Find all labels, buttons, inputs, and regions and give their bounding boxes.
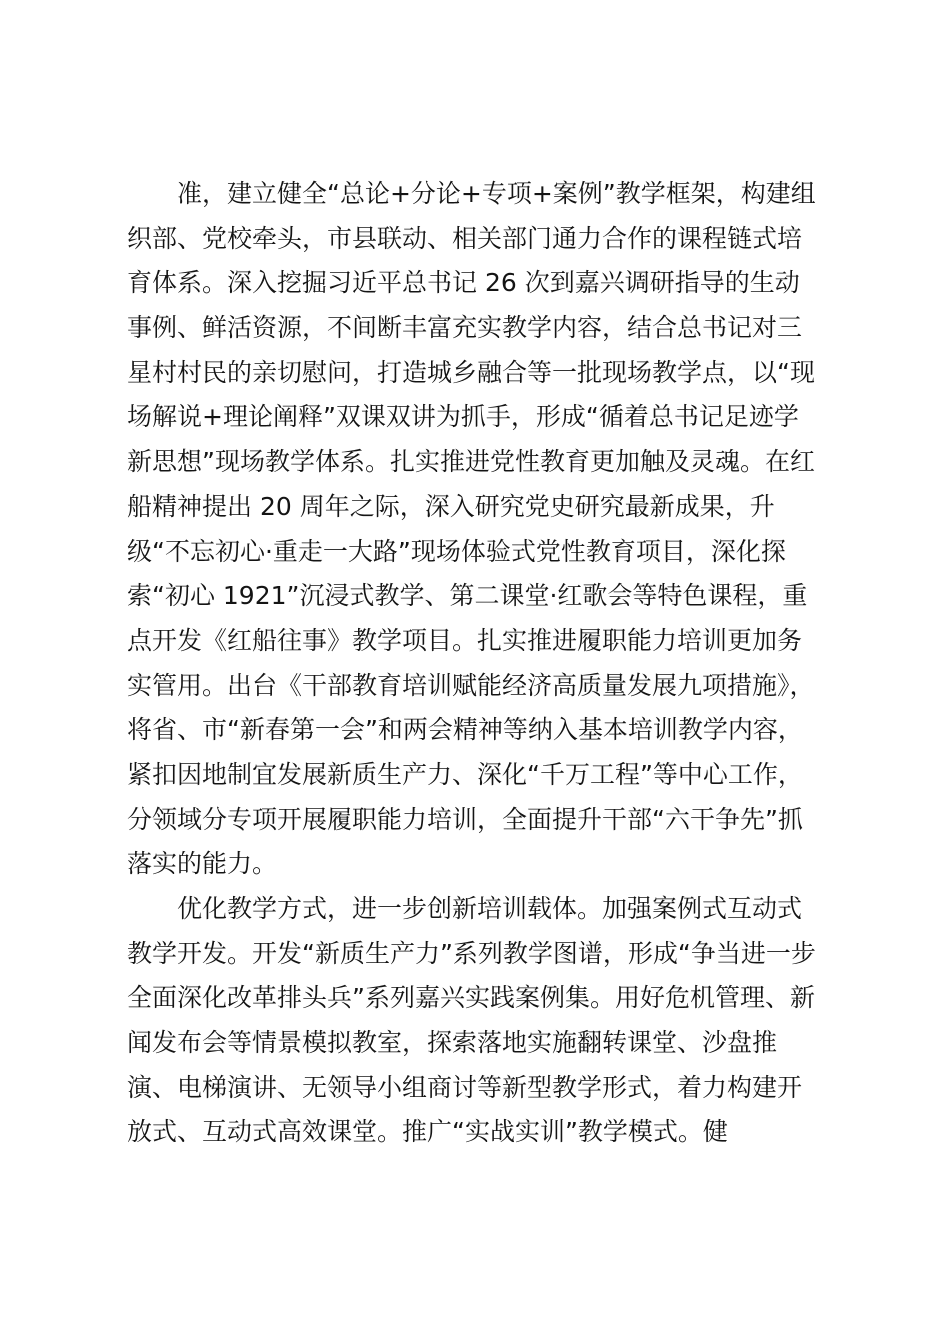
text-line: 全面深化改革排头兵”系列嘉兴实践案例集。用好危机管理、新 bbox=[127, 983, 815, 1013]
text-line: 将省、市“新春第一会”和两会精神等纳入基本培训教学内容， bbox=[127, 715, 803, 745]
text-line: 船精神提出 20 周年之际，深入研究党史研究最新成果，升 bbox=[127, 491, 775, 521]
text-line: 级“不忘初心·重走一大路”现场体验式党性教育项目，深化探 bbox=[127, 536, 786, 566]
text-line: 事例、鲜活资源，不间断丰富充实教学内容，结合总书记对三 bbox=[127, 313, 803, 343]
text-line: 点开发《红船往事》教学项目。扎实推进履职能力培训更加务 bbox=[127, 625, 803, 655]
text-line: 优化教学方式，进一步创新培训载体。加强案例式互动式 bbox=[177, 894, 803, 923]
text-line: 织部、党校牵头，市县联动、相关部门通力合作的课程链式培 bbox=[127, 223, 803, 253]
text-line: 星村村民的亲切慰问，打造城乡融合等一批现场教学点，以“现 bbox=[127, 357, 815, 387]
text-line: 放式、互动式高效课堂。推广“实战实训”教学模式。健 bbox=[127, 1117, 728, 1147]
text-line: 落实的能力。 bbox=[127, 849, 278, 879]
text-line: 实管用。出台《干部教育培训赋能经济高质量发展九项措施》， bbox=[127, 670, 815, 700]
text-line: 分领域分专项开展履职能力培训，全面提升干部“六干争先”抓 bbox=[127, 804, 803, 834]
text-line: 教学开发。开发“新质生产力”系列教学图谱，形成“争当进一步 bbox=[127, 938, 816, 968]
paragraph-1 bbox=[127, 172, 847, 887]
text-line: 准，建立健全“总论+分论+专项+案例”教学框架，构建组 bbox=[177, 179, 816, 208]
text-line: 紧扣因地制宜发展新质生产力、深化“千万工程”等中心工作， bbox=[127, 759, 803, 789]
text-line: 演、电梯演讲、无领导小组商讨等新型教学形式，着力构建开 bbox=[127, 1072, 803, 1102]
document-body bbox=[127, 172, 847, 1155]
text-line: 育体系。深入挖掘习近平总书记 26 次到嘉兴调研指导的生动 bbox=[127, 268, 800, 298]
text-line: 场解说+理论阐释”双课双讲为抓手，形成“循着总书记足迹学 bbox=[127, 402, 799, 432]
paragraph-2 bbox=[127, 887, 847, 1155]
text-line: 闻发布会等情景模拟教室，探索落地实施翻转课堂、沙盘推 bbox=[127, 1028, 778, 1058]
text-line: 索“初心 1921”沉浸式教学、第二课堂·红歌会等特色课程，重 bbox=[127, 581, 808, 611]
text-line: 新思想”现场教学体系。扎实推进党性教育更加触及灵魂。在红 bbox=[127, 447, 815, 477]
